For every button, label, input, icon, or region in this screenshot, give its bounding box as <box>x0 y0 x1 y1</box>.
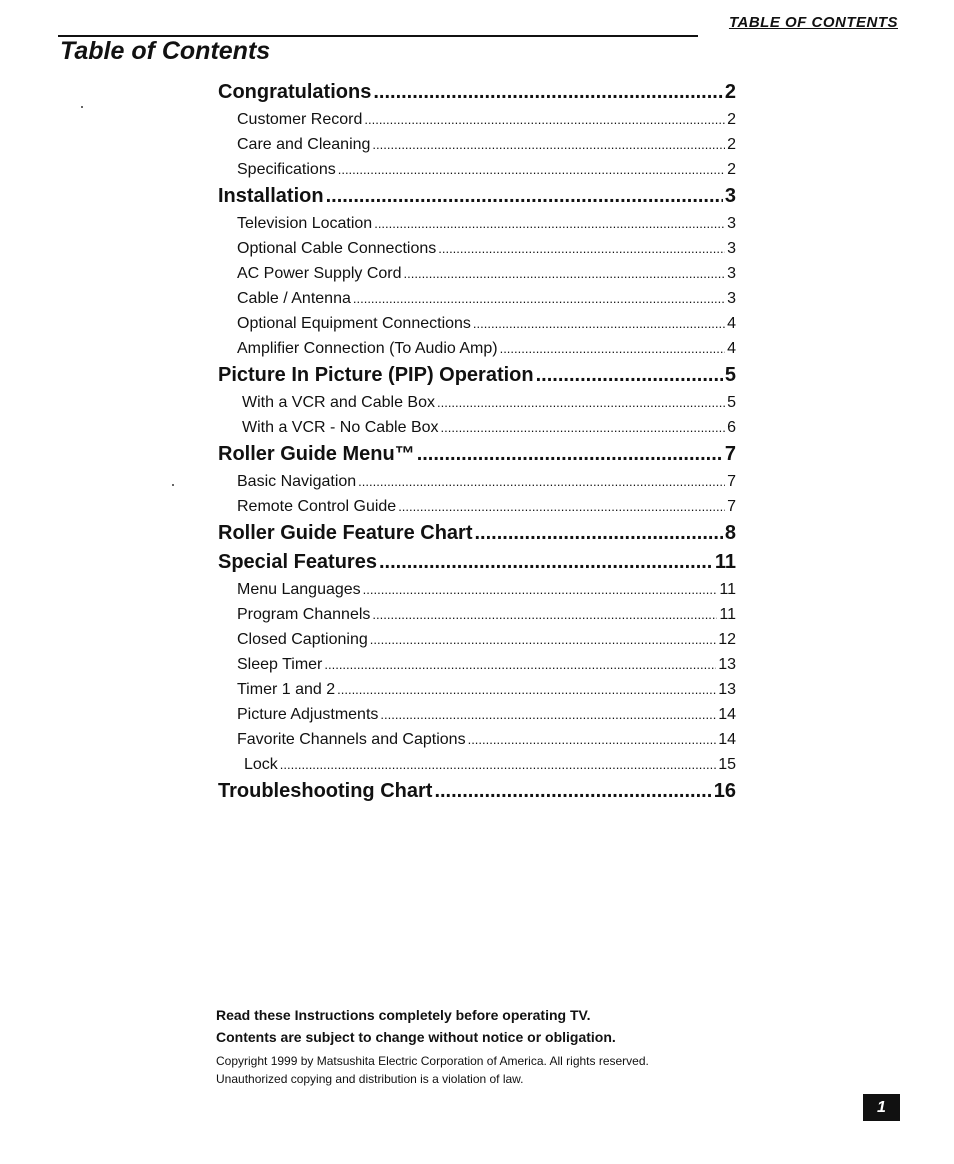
copyright-note: Copyright 1999 by Matsushita Electric Corporation of America. All rights reserved. <box>216 1054 649 1068</box>
toc-entry[interactable]: With a VCR and Cable Box ..... 5 <box>218 390 736 415</box>
toc-entry[interactable]: Picture Adjustments ..... 14 <box>218 702 736 727</box>
toc-entry[interactable]: Cable / Antenna ..... 3 <box>218 286 736 311</box>
page-title: Table of Contents <box>60 37 271 65</box>
scan-speck <box>172 484 174 486</box>
toc-section-special-features[interactable]: Special Features ..... 11 <box>218 548 736 577</box>
toc-entry[interactable]: Television Location ..... 3 <box>218 211 736 236</box>
toc-entry[interactable]: Lock ..... 15 <box>218 752 736 777</box>
toc-entry[interactable]: Basic Navigation ..... 7 <box>218 469 736 494</box>
toc-entry[interactable]: Optional Equipment Connections ..... 4 <box>218 311 736 336</box>
toc-entry[interactable]: Closed Captioning ..... 12 <box>218 627 736 652</box>
read-instructions-note: Read these Instructions completely before operating TV. <box>216 1007 591 1023</box>
toc-section-pip-operation[interactable]: Picture In Picture (PIP) Operation ..... 5 <box>218 361 736 390</box>
running-header: TABLE OF CONTENTS <box>728 14 898 31</box>
toc-entry[interactable]: Program Channels ..... 11 <box>218 602 736 627</box>
toc-section-congratulations[interactable]: Congratulations ..... 2 <box>218 78 736 107</box>
toc-entry[interactable]: Customer Record ..... 2 <box>218 107 736 132</box>
toc-entry[interactable]: Sleep Timer ..... 13 <box>218 652 736 677</box>
page-number-badge: 1 <box>863 1094 900 1121</box>
toc-entry[interactable]: Specifications ..... 2 <box>218 157 736 182</box>
toc-entry[interactable]: Timer 1 and 2 ..... 13 <box>218 677 736 702</box>
toc-section-troubleshooting-chart[interactable]: Troubleshooting Chart ..... 16 <box>218 777 736 806</box>
toc-entry[interactable]: With a VCR - No Cable Box ..... 6 <box>218 415 736 440</box>
unauthorized-copying-note: Unauthorized copying and distribution is a violation of law. <box>216 1072 524 1086</box>
footer-notes <box>216 1004 776 1088</box>
toc-entry[interactable]: Remote Control Guide ..... 7 <box>218 494 736 519</box>
toc-entry[interactable]: Menu Languages ..... 11 <box>218 577 736 602</box>
toc-section-installation[interactable]: Installation ..... 3 <box>218 182 736 211</box>
toc-entry[interactable]: Favorite Channels and Captions ..... 14 <box>218 727 736 752</box>
toc-entry[interactable]: AC Power Supply Cord ..... 3 <box>218 261 736 286</box>
toc-entry[interactable]: Amplifier Connection (To Audio Amp) ..... 4 <box>218 336 736 361</box>
toc-section-roller-guide-feature-chart[interactable]: Roller Guide Feature Chart ..... 8 <box>218 519 736 548</box>
toc-entry[interactable]: Optional Cable Connections ..... 3 <box>218 236 736 261</box>
toc-entry[interactable]: Care and Cleaning ..... 2 <box>218 132 736 157</box>
scan-speck <box>81 106 83 108</box>
table-of-contents <box>218 78 736 806</box>
toc-section-roller-guide-menu[interactable]: Roller Guide Menu™ ..... 7 <box>218 440 736 469</box>
subject-to-change-note: Contents are subject to change without notice or obligation. <box>216 1029 616 1045</box>
